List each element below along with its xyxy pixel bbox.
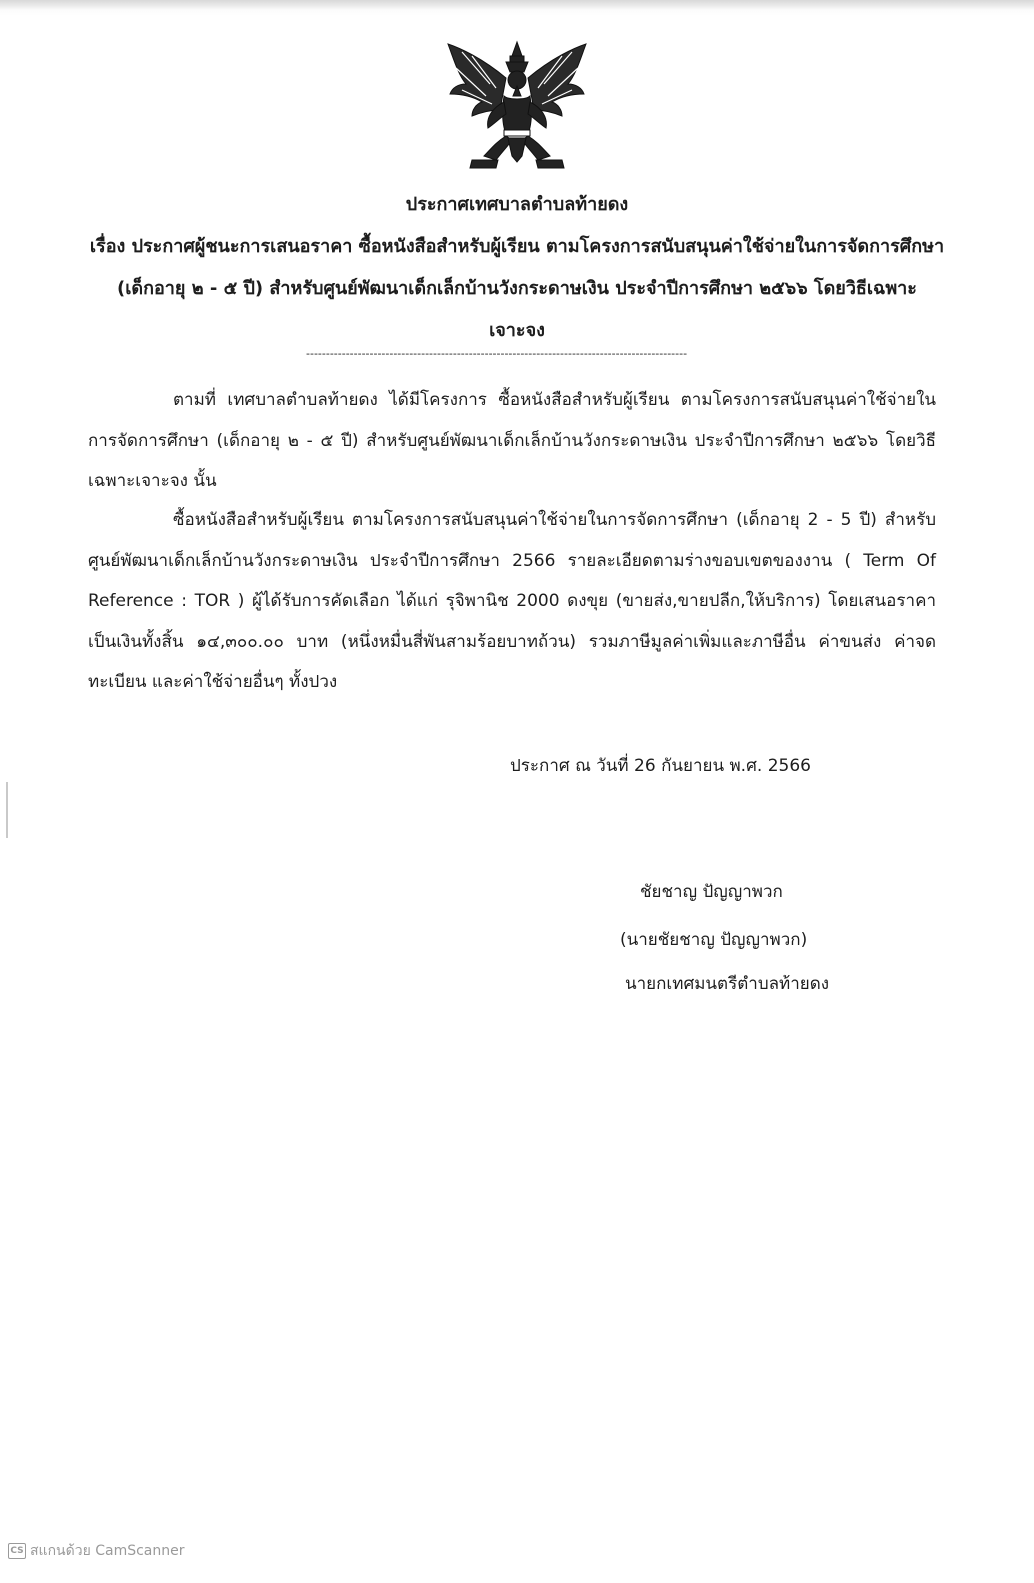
signatory-full-name: (นายชัยชาญ ปัญญาพวก) bbox=[620, 930, 808, 950]
document-subject bbox=[88, 226, 946, 352]
subject-line: (เด็กอายุ ๒ - ๕ ปี) สำหรับศูนย์พัฒนาเด็กเล็กบ้านวังกระดาษเงิน ประจำปีการศึกษา ๒๕๖๖ โดยวิธีเฉพาะ bbox=[117, 278, 917, 299]
body-paragraph-2: ซื้อหนังสือสำหรับผู้เรียน ตามโครงการสนับสนุนค่าใช้จ่ายในการจัดการศึกษา (เด็กอายุ 2 - 5 ปี) สำหรับศูนย์พัฒนาเด็กเล็กบ้านวังกระดาษเงิน ประจำปีการศึกษา 2566 รายละเอียดตามร่างขอบเขตของงาน ( Term Of Reference : TOR ) ผู้ได้รับการคัดเลือก ได้แก่ รุจิพานิช 2000 ดงขุย (ขายส่ง,ขายปลีก,ให้บริการ) โดยเสนอราคาเป็นเงินทั้งสิ้น ๑๔,๓๐๐.๐๐ บาท (หนึ่งหมื่นสี่พันสามร้อยบาทถ้วน) รวมภาษีมูลค่าเพิ่มและภาษีอื่น ค่าขนส่ง ค่าจดทะเบียน และค่าใช้จ่ายอื่นๆ ทั้งปวง bbox=[88, 510, 936, 692]
signature-name: ชัยชาญ ปัญญาพวก bbox=[640, 882, 783, 902]
subject-line: เรื่อง ประกาศผู้ชนะการเสนอราคา ซื้อหนังสือสำหรับผู้เรียน ตามโครงการสนับสนุนค่าใช้จ่ายในการจัดการศึกษา bbox=[89, 236, 945, 257]
camscanner-watermark bbox=[8, 1540, 185, 1562]
subject-line: เจาะจง bbox=[489, 320, 545, 341]
scan-edge-shadow bbox=[0, 0, 1034, 10]
garuda-emblem-icon bbox=[442, 38, 592, 172]
body-paragraph-1: ตามที่ เทศบาลตำบลท้ายดง ได้มีโครงการ ซื้อหนังสือสำหรับผู้เรียน ตามโครงการสนับสนุนค่าใช้จ่ายในการจัดการศึกษา (เด็กอายุ ๒ - ๕ ปี) สำหรับศูนย์พัฒนาเด็กเล็กบ้านวังกระดาษเงิน ประจำปีการศึกษา ๒๕๖๖ โดยวิธีเฉพาะเจาะจง นั้น bbox=[88, 390, 936, 491]
scan-edge-mark bbox=[6, 782, 8, 838]
signatory-position: นายกเทศมนตรีตำบลท้ายดง bbox=[625, 974, 830, 994]
document-title: ประกาศเทศบาลตำบลท้ายดง bbox=[405, 194, 629, 215]
watermark-text: สแกนด้วย CamScanner bbox=[30, 1543, 185, 1559]
announcement-date: ประกาศ ณ วันที่ 26 กันยายน พ.ศ. 2566 bbox=[510, 756, 811, 776]
camscanner-logo-icon: CS bbox=[8, 1543, 26, 1559]
dashed-divider: ------------------------------------------------------------------------------------------------ bbox=[306, 348, 688, 360]
